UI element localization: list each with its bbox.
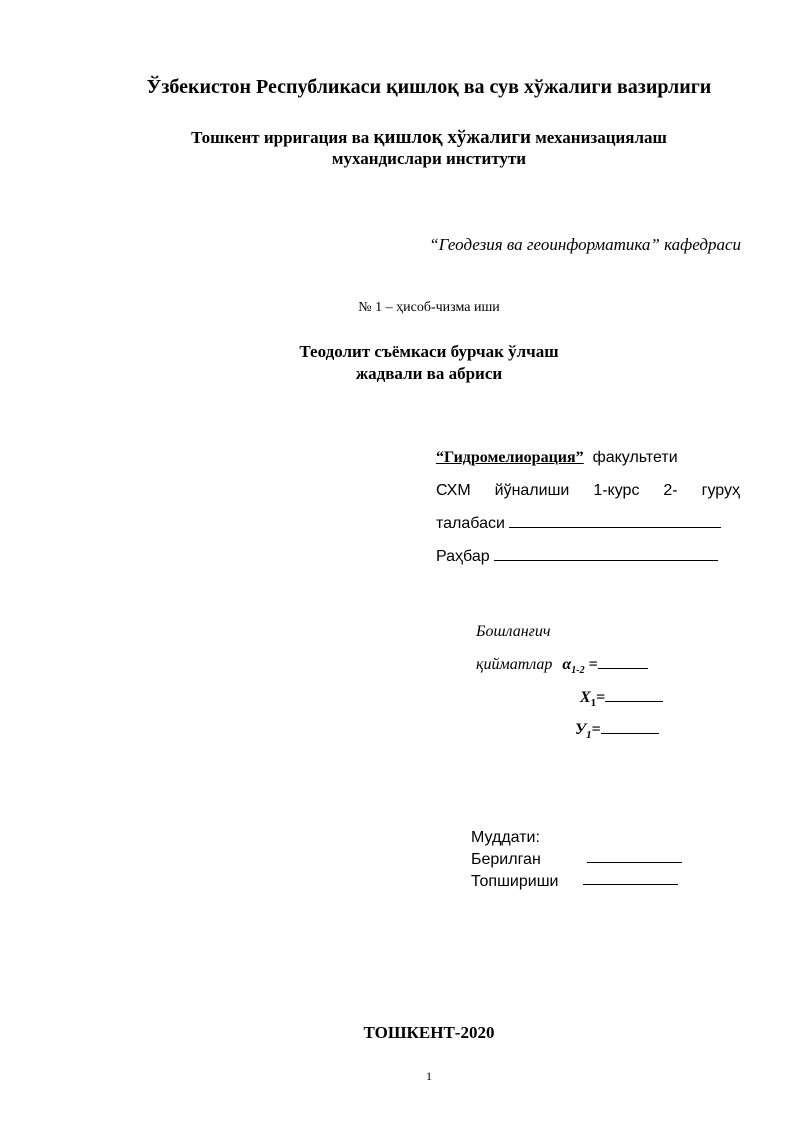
city-year: ТОШКЕНТ-2020 bbox=[363, 1023, 495, 1042]
x-coordinate-row bbox=[580, 688, 663, 709]
direction-word: 1-курс bbox=[593, 482, 640, 499]
student-label: талабаси bbox=[436, 515, 505, 532]
direction-word: СХМ bbox=[436, 482, 471, 499]
initial-values-label-line1: Бошланғич bbox=[476, 623, 551, 640]
y-subscript: 1 bbox=[586, 729, 592, 742]
supervisor-line bbox=[436, 547, 718, 566]
x-value-blank[interactable] bbox=[605, 688, 663, 702]
faculty-suffix: факультети bbox=[592, 449, 678, 466]
ministry-heading: Ўзбекистон Республикаси қишлоқ ва сув хўжалиги вазирлиги bbox=[146, 76, 712, 98]
direction-word: гуруҳ bbox=[701, 482, 740, 499]
institute-name-line1 bbox=[0, 127, 800, 149]
institute-part2: қишлоқ хўжалиги bbox=[373, 127, 531, 148]
initial-values-alpha-row bbox=[476, 655, 648, 676]
supervisor-label: Раҳбар bbox=[436, 548, 490, 565]
y-symbol: У bbox=[575, 721, 587, 738]
x-subscript: 1 bbox=[590, 697, 597, 710]
institute-part1: Тошкент ирригация ва bbox=[191, 128, 374, 147]
student-name-blank[interactable] bbox=[509, 514, 721, 528]
x-equals: = bbox=[596, 689, 606, 706]
deadline-block bbox=[471, 827, 682, 893]
y-coordinate-row bbox=[575, 720, 659, 741]
institute-name-line2: мухандислари институти bbox=[331, 149, 527, 168]
alpha-symbol: α bbox=[562, 656, 572, 673]
submit-date-blank[interactable] bbox=[583, 871, 678, 885]
alpha-subscript: 1-2 bbox=[571, 665, 585, 677]
direction-line bbox=[436, 482, 740, 500]
given-row bbox=[471, 849, 682, 871]
given-date-blank[interactable] bbox=[587, 849, 682, 863]
submit-row bbox=[471, 871, 682, 893]
faculty-line bbox=[436, 449, 678, 467]
x-symbol: X bbox=[580, 689, 591, 706]
faculty-name: “Гидромелиорация” bbox=[436, 449, 584, 466]
supervisor-name-blank[interactable] bbox=[494, 547, 718, 561]
y-equals: = bbox=[591, 721, 601, 738]
student-line bbox=[436, 514, 721, 533]
alpha-value-blank[interactable] bbox=[598, 655, 648, 669]
work-title-line1: Теодолит съёмкаси бурчак ўлчаш bbox=[299, 342, 559, 361]
department-name: “Геодезия ва геоинформатика” кафедраси bbox=[429, 235, 741, 254]
direction-word: йўналиши bbox=[494, 482, 570, 499]
direction-word: 2- bbox=[663, 482, 678, 499]
alpha-equals: = bbox=[588, 656, 598, 673]
submit-label: Топшириши bbox=[471, 873, 559, 890]
y-value-blank[interactable] bbox=[601, 720, 659, 734]
given-label: Берилган bbox=[471, 851, 541, 868]
work-number: № 1 – ҳисоб-чизма иши bbox=[358, 300, 500, 315]
deadline-title: Муддати: bbox=[471, 829, 540, 846]
initial-values-label-line2: қийматлар bbox=[476, 656, 553, 673]
institute-part3: механизациялаш bbox=[530, 128, 667, 147]
work-title-line2: жадвали ва абриси bbox=[355, 364, 503, 383]
page-number: 1 bbox=[426, 1069, 432, 1083]
